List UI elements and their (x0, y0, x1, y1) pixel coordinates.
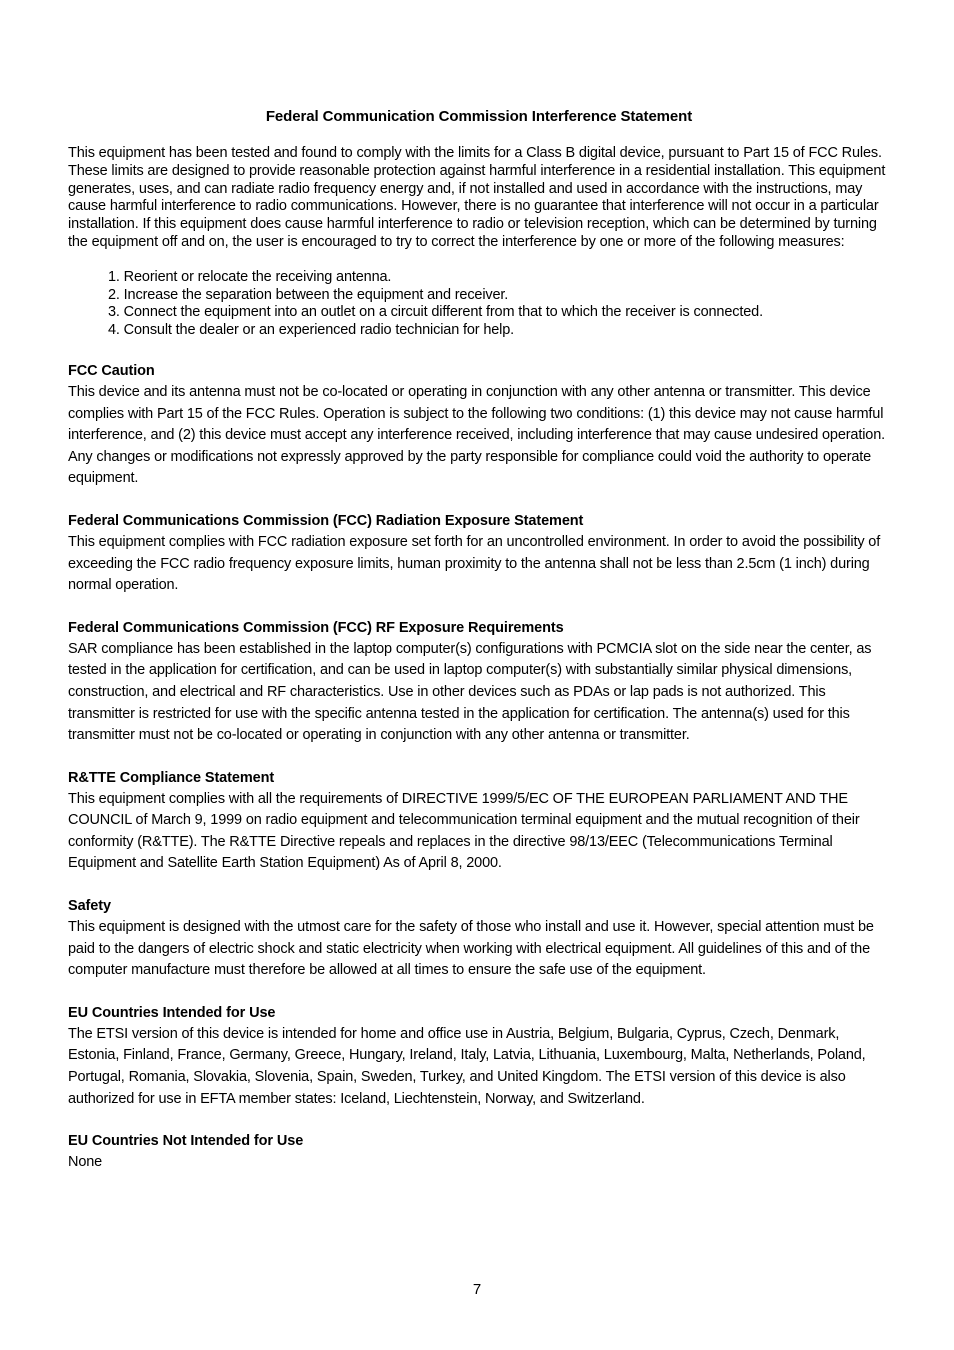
section-heading: Safety (68, 898, 111, 915)
section-body: None (68, 1154, 103, 1171)
measures-list (68, 269, 890, 340)
section-eu-not-intended (68, 1130, 890, 1174)
document-page (68, 108, 890, 1194)
section-body: This device and its antenna must not be co-located or operating in conjunction with any other antenna or transmitter. This device complies with Part 15 of the FCC Rules. Operation is subject to the following two conditions: (1) this device may not cause harmful interference, and (2) this device must accept any interference received, including interference that may cause undesired operation. Any changes or modifications not expressly approved by the party responsible for compliance could void the authority to operate equipment. (68, 383, 885, 487)
section-body: This equipment complies with all the requirements of DIRECTIVE 1999/5/EC OF THE EUROPEAN PARLIAMENT AND THE COUNCIL of March 9, 1999 on radio equipment and telecommunication terminal equipment and the mutual recognition of their conformity (R&TTE). The R&TTE Directive repeals and replaces in the directive 98/13/EEC (Telecommunications Terminal Equipment and Satellite Earth Station Equipment) As of April 8, 2000. (68, 790, 860, 872)
section-rf-exposure (68, 617, 890, 747)
intro-paragraph: This equipment has been tested and found to comply with the limits for a Class B digital device, pursuant to Part 15 of FCC Rules. These limits are designed to provide reasonable protection against harmful interference in a residential installation. This equipment generates, uses, and can radiate radio frequency energy and, if not installed and used in accordance with the instructions, may cause harmful interference to radio communications. However, there is no guarantee that interference will not occur in a particular installation. If this equipment does cause harmful interference to radio or television reception, which can be determined by turning the equipment off and on, the user is encouraged to try to correct the interference by one or more of the following measures: (68, 145, 886, 250)
section-heading: Federal Communications Commission (FCC) Radiation Exposure Statement (68, 512, 584, 529)
list-item: 2. Increase the separation between the equipment and receiver. (108, 286, 509, 303)
section-body: The ETSI version of this device is intended for home and office use in Austria, Belgium, Bulgaria, Cyprus, Czech, Denmark, Estonia, Finland, France, Germany, Greece, Hungary, Ireland, Italy, Latvia, Lithuania, Luxembourg, Malta, Netherlands, Poland, Portugal, Romania, Slovakia, Slovenia, Spain, Sweden, Turkey, and United Kingdom. The ETSI version of this device is also authorized for use in EFTA member states: Iceland, Liechtenstein, Norway, and Switzerland. (68, 1025, 866, 1107)
list-item: 1. Reorient or relocate the receiving antenna. (108, 268, 392, 285)
section-heading: R&TTE Compliance Statement (68, 769, 275, 786)
section-body: SAR compliance has been established in the laptop computer(s) configurations with PCMCIA slot on the side near the center, as tested in the application for certification, and can be used in laptop computer(s) with substantially similar physical dimensions, construction, and electrical and RF characteristics. Use in other devices such as PDAs or lap pads is not authorized. This transmitter is restricted for use with the specific antenna tested in the application for certification. The antenna(s) used for this transmitter must not be co-located or operating in conjunction with any other antenna or transmitter. (68, 640, 872, 744)
page-number: 7 (472, 1281, 482, 1298)
list-item: 4. Consult the dealer or an experienced radio technician for help. (108, 322, 515, 339)
list-item: 3. Connect the equipment into an outlet on a circuit different from that to which the receiver is connected. (108, 304, 763, 321)
section-rtte-compliance (68, 767, 890, 875)
page-title: Federal Communication Commission Interference Statement (265, 108, 693, 125)
section-eu-intended (68, 1002, 890, 1110)
section-body: This equipment is designed with the utmost care for the safety of those who install and use it. However, special attention must be paid to the dangers of electric shock and static electricity when working with electrical equipment. All guidelines of this and of the computer manufacture must therefore be allowed at all times to ensure the safe use of the equipment. (68, 919, 874, 979)
section-radiation-exposure (68, 510, 890, 597)
section-heading: EU Countries Intended for Use (68, 1004, 276, 1021)
section-heading: Federal Communications Commission (FCC) RF Exposure Requirements (68, 619, 564, 636)
section-heading: EU Countries Not Intended for Use (68, 1133, 304, 1150)
section-body: This equipment complies with FCC radiation exposure set forth for an uncontrolled environment. In order to avoid the possibility of exceeding the FCC radio frequency exposure limits, human proximity to the antenna shall not be less than 2.5cm (1 inch) during normal operation. (68, 533, 881, 594)
section-fcc-caution (68, 360, 890, 490)
section-heading: FCC Caution (68, 362, 155, 379)
section-safety (68, 895, 890, 982)
